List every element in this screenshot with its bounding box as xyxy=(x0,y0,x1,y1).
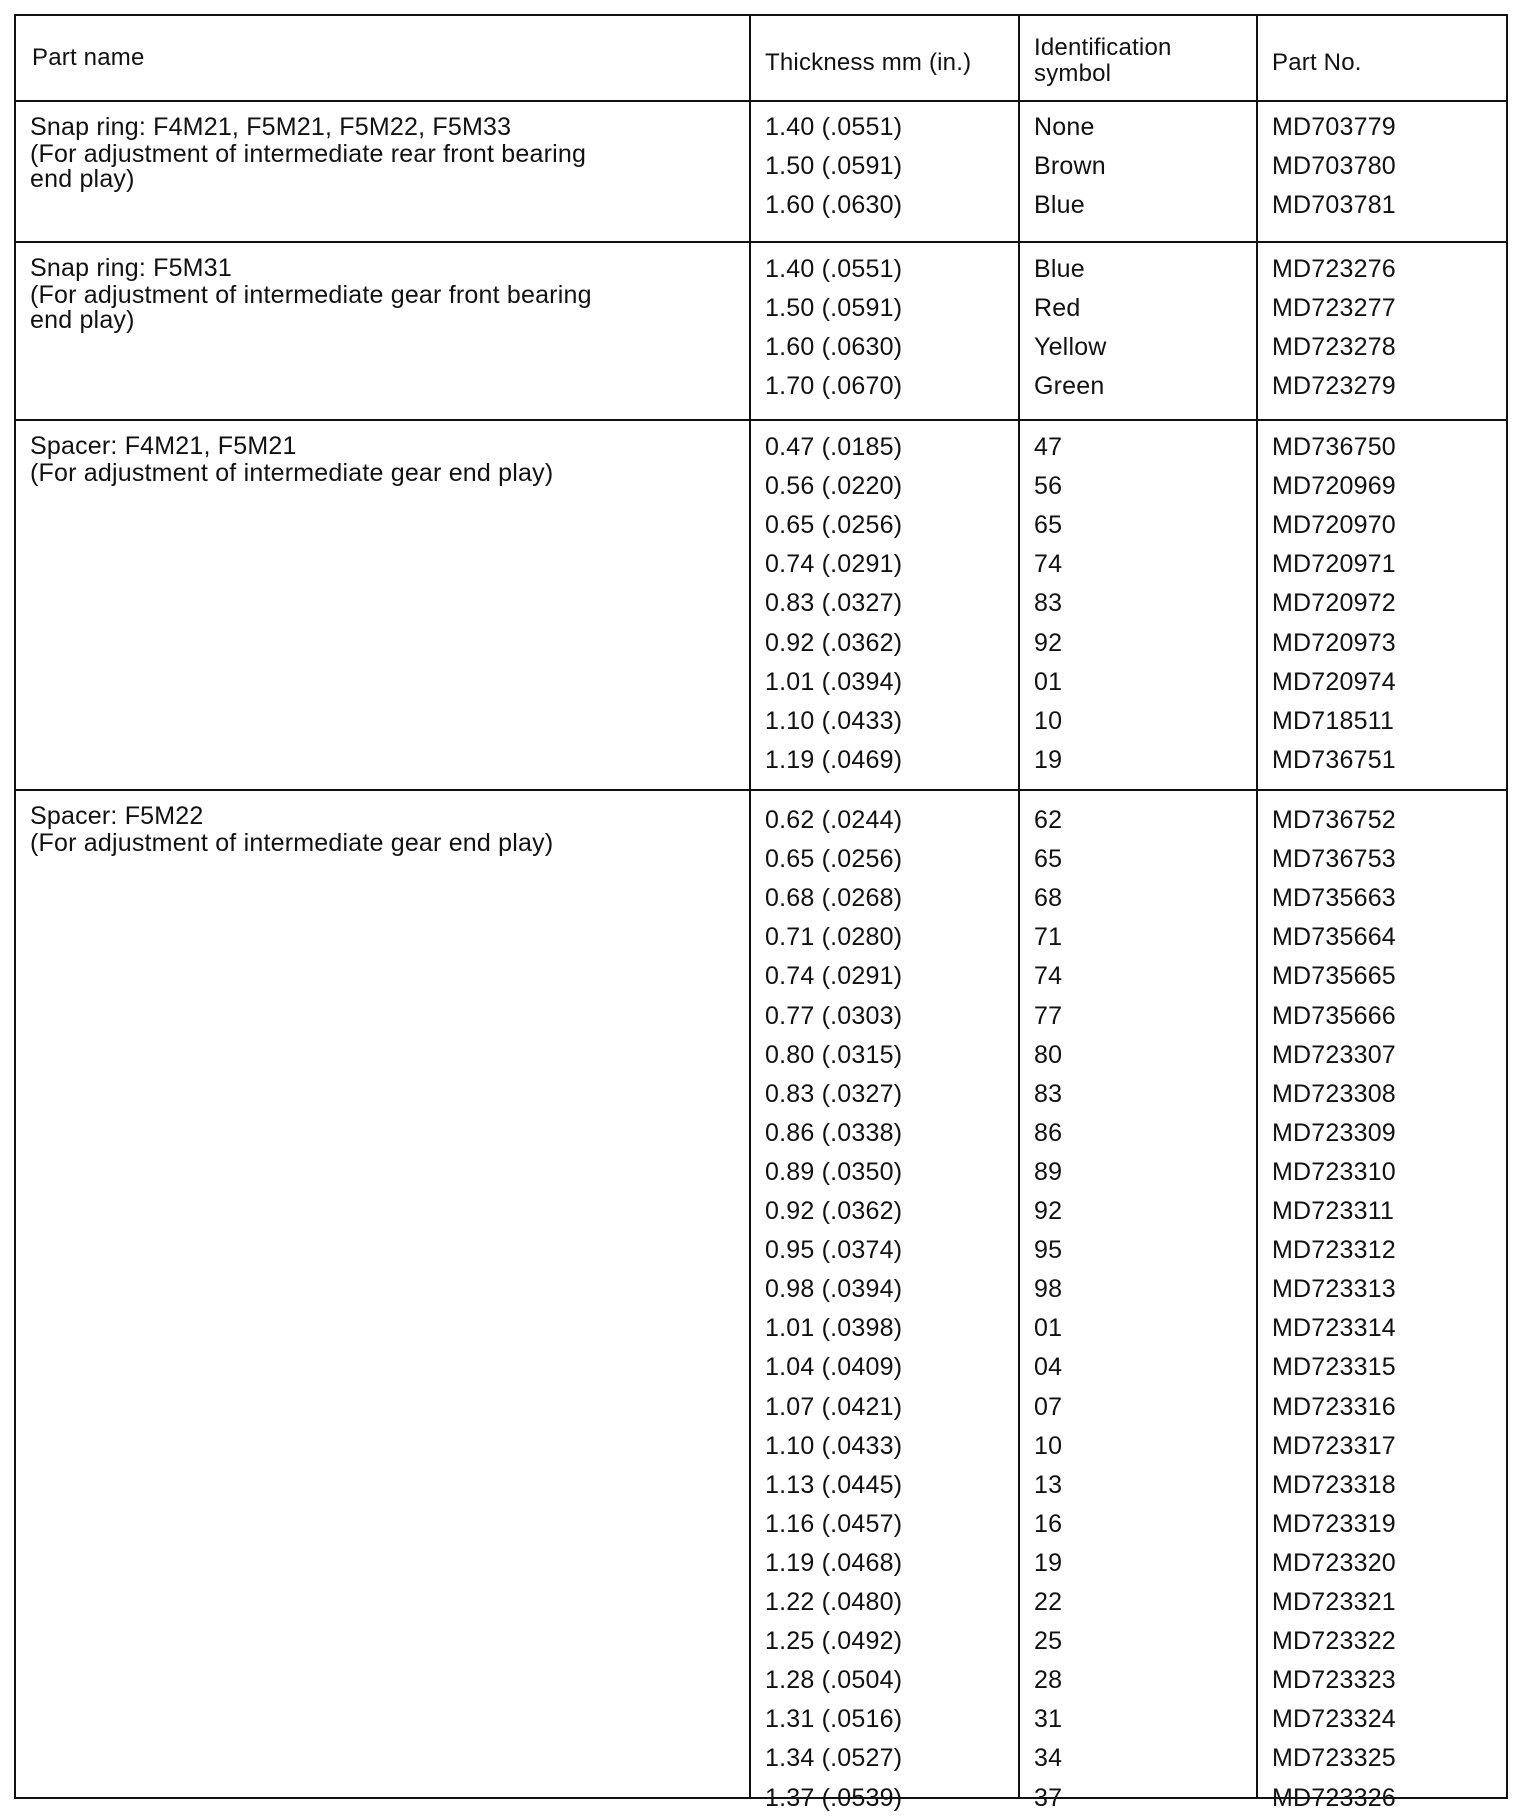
id-symbol-cell: 28 xyxy=(1034,1666,1063,1695)
thickness-cell: 0.62 (.0244) xyxy=(765,806,903,834)
part-no-cell: MD723314 xyxy=(1272,1314,1396,1343)
thickness-cell: 1.31 (.0516) xyxy=(765,1705,903,1734)
part-no-cell: MD736751 xyxy=(1272,745,1396,774)
id-symbol-cell: 74 xyxy=(1034,962,1063,991)
id-symbol-cell: Blue xyxy=(1034,255,1085,283)
id-symbol-cell: 07 xyxy=(1034,1392,1063,1421)
header-part-name: Part name xyxy=(32,44,145,71)
thickness-cell: 0.74 (.0291) xyxy=(765,962,903,991)
header-id-symbol-line-2: symbol xyxy=(1034,60,1112,87)
row-divider xyxy=(16,241,1506,243)
part-no-cell: MD723309 xyxy=(1272,1118,1396,1147)
id-symbol-cell: 77 xyxy=(1034,1001,1063,1030)
id-symbol-cell: 65 xyxy=(1034,511,1063,540)
id-symbol-cell: 86 xyxy=(1034,1118,1063,1147)
thickness-cell: 1.07 (.0421) xyxy=(765,1392,903,1421)
thickness-cell: 1.22 (.0480) xyxy=(765,1588,903,1616)
header-thickness: Thickness mm (in.) xyxy=(765,49,972,76)
part-no-cell: MD723326 xyxy=(1272,1783,1396,1812)
id-symbol-cell: Green xyxy=(1034,372,1105,401)
thickness-cell: 1.19 (.0469) xyxy=(765,745,903,774)
thickness-cell: 0.83 (.0327) xyxy=(765,1079,903,1108)
part-no-cell: MD723313 xyxy=(1272,1275,1396,1304)
id-symbol-cell: 83 xyxy=(1034,1079,1063,1108)
thickness-cell: 1.25 (.0492) xyxy=(765,1627,903,1656)
group-description-line-1: (For adjustment of intermediate gear front bearing xyxy=(30,281,592,309)
part-no-cell: MD720971 xyxy=(1272,550,1396,579)
group-description-line-1: (For adjustment of intermediate rear front bearing xyxy=(30,140,587,168)
id-symbol-cell: 80 xyxy=(1034,1040,1063,1069)
id-symbol-cell: 19 xyxy=(1034,1548,1063,1577)
thickness-cell: 0.77 (.0303) xyxy=(765,1001,903,1030)
thickness-cell: 0.71 (.0280) xyxy=(765,923,903,952)
part-no-cell: MD723322 xyxy=(1272,1627,1396,1656)
part-no-cell: MD720969 xyxy=(1272,472,1396,501)
part-no-cell: MD723310 xyxy=(1272,1157,1396,1186)
parts-table xyxy=(14,14,1508,1812)
thickness-cell: 1.60 (.0630) xyxy=(765,191,903,220)
id-symbol-cell: 16 xyxy=(1034,1509,1063,1538)
id-symbol-cell: 01 xyxy=(1034,1314,1063,1343)
id-symbol-cell: 19 xyxy=(1034,745,1063,774)
thickness-cell: 0.83 (.0327) xyxy=(765,589,903,618)
group-description: (For adjustment of intermediate gear end play) xyxy=(30,829,554,857)
thickness-cell: 0.95 (.0374) xyxy=(765,1236,903,1265)
column-divider xyxy=(1018,16,1020,1797)
row-divider xyxy=(16,789,1506,791)
part-no-cell: MD736752 xyxy=(1272,806,1396,834)
part-no-cell: MD735665 xyxy=(1272,962,1396,991)
thickness-cell: 1.40 (.0551) xyxy=(765,113,903,141)
part-no-cell: MD735664 xyxy=(1272,923,1396,952)
row-divider xyxy=(16,100,1506,102)
id-symbol-cell: 83 xyxy=(1034,589,1063,618)
part-no-cell: MD723324 xyxy=(1272,1705,1396,1734)
id-symbol-cell: 22 xyxy=(1034,1588,1063,1616)
group-description: (For adjustment of intermediate gear end play) xyxy=(30,459,554,487)
part-no-cell: MD723278 xyxy=(1272,333,1396,362)
id-symbol-cell: 74 xyxy=(1034,550,1063,579)
thickness-cell: 1.01 (.0398) xyxy=(765,1314,903,1343)
thickness-cell: 1.19 (.0468) xyxy=(765,1548,903,1577)
part-no-cell: MD723318 xyxy=(1272,1470,1396,1499)
id-symbol-cell: 37 xyxy=(1034,1783,1063,1812)
id-symbol-cell: 10 xyxy=(1034,1431,1063,1460)
id-symbol-cell: 92 xyxy=(1034,1197,1063,1225)
part-no-cell: MD723320 xyxy=(1272,1548,1396,1577)
thickness-cell: 1.34 (.0527) xyxy=(765,1744,903,1773)
part-no-cell: MD720973 xyxy=(1272,628,1396,657)
id-symbol-cell: Yellow xyxy=(1034,333,1107,362)
part-no-cell: MD723316 xyxy=(1272,1392,1396,1421)
part-no-cell: MD718511 xyxy=(1272,706,1395,735)
part-no-cell: MD723276 xyxy=(1272,255,1396,283)
column-divider xyxy=(749,16,751,1797)
part-no-cell: MD735663 xyxy=(1272,884,1396,913)
thickness-cell: 1.40 (.0551) xyxy=(765,255,903,283)
id-symbol-cell: 62 xyxy=(1034,806,1063,834)
thickness-cell: 1.60 (.0630) xyxy=(765,333,903,362)
part-no-cell: MD736753 xyxy=(1272,845,1396,874)
thickness-cell: 1.37 (.0539) xyxy=(765,1783,903,1812)
thickness-cell: 0.86 (.0338) xyxy=(765,1118,903,1147)
id-symbol-cell: 31 xyxy=(1034,1705,1063,1734)
id-symbol-cell: Blue xyxy=(1034,191,1085,220)
group-description-line-2: end play) xyxy=(30,306,135,334)
thickness-cell: 0.92 (.0362) xyxy=(765,1197,903,1225)
part-no-cell: MD723319 xyxy=(1272,1509,1396,1538)
part-no-cell: MD723307 xyxy=(1272,1040,1396,1069)
id-symbol-cell: 89 xyxy=(1034,1157,1063,1186)
thickness-cell: 1.10 (.0433) xyxy=(765,1431,903,1460)
part-no-cell: MD723315 xyxy=(1272,1353,1396,1382)
id-symbol-cell: Red xyxy=(1034,294,1081,323)
id-symbol-cell: 01 xyxy=(1034,667,1063,696)
id-symbol-cell: Brown xyxy=(1034,152,1106,181)
thickness-cell: 0.56 (.0220) xyxy=(765,472,903,501)
part-no-cell: MD723279 xyxy=(1272,372,1396,401)
group-name: Snap ring: F4M21, F5M21, F5M22, F5M33 xyxy=(30,113,512,141)
thickness-cell: 1.13 (.0445) xyxy=(765,1470,903,1499)
thickness-cell: 1.04 (.0409) xyxy=(765,1353,903,1382)
thickness-cell: 0.74 (.0291) xyxy=(765,550,903,579)
thickness-cell: 0.65 (.0256) xyxy=(765,845,903,874)
part-no-cell: MD723277 xyxy=(1272,294,1396,323)
id-symbol-cell: 47 xyxy=(1034,433,1063,461)
part-no-cell: MD720970 xyxy=(1272,511,1396,540)
id-symbol-cell: 95 xyxy=(1034,1236,1063,1265)
thickness-cell: 0.80 (.0315) xyxy=(765,1040,903,1069)
part-no-cell: MD703780 xyxy=(1272,152,1396,181)
thickness-cell: 1.16 (.0457) xyxy=(765,1509,903,1538)
thickness-cell: 0.65 (.0256) xyxy=(765,511,903,540)
part-no-cell: MD723317 xyxy=(1272,1431,1396,1460)
group-name: Spacer: F5M22 xyxy=(30,802,204,830)
part-no-cell: MD720972 xyxy=(1272,589,1396,618)
thickness-cell: 0.92 (.0362) xyxy=(765,628,903,657)
part-no-cell: MD735666 xyxy=(1272,1001,1396,1030)
thickness-cell: 1.70 (.0670) xyxy=(765,372,903,401)
id-symbol-cell: 98 xyxy=(1034,1275,1063,1304)
id-symbol-cell: 71 xyxy=(1034,923,1063,952)
thickness-cell: 1.50 (.0591) xyxy=(765,294,903,323)
thickness-cell: 1.01 (.0394) xyxy=(765,667,903,696)
header-part-no: Part No. xyxy=(1272,49,1362,76)
thickness-cell: 0.47 (.0185) xyxy=(765,433,903,461)
id-symbol-cell: 34 xyxy=(1034,1744,1063,1773)
thickness-cell: 0.89 (.0350) xyxy=(765,1157,903,1186)
thickness-cell: 0.68 (.0268) xyxy=(765,884,903,913)
id-symbol-cell: 92 xyxy=(1034,628,1063,657)
part-no-cell: MD723325 xyxy=(1272,1744,1396,1773)
part-no-cell: MD736750 xyxy=(1272,433,1396,461)
part-no-cell: MD720974 xyxy=(1272,667,1396,696)
header-id-symbol-line-1: Identification xyxy=(1034,34,1172,61)
thickness-cell: 1.50 (.0591) xyxy=(765,152,903,181)
id-symbol-cell: 65 xyxy=(1034,845,1063,874)
part-no-cell: MD723312 xyxy=(1272,1236,1396,1265)
part-no-cell: MD703781 xyxy=(1272,191,1396,220)
id-symbol-cell: 68 xyxy=(1034,884,1063,913)
id-symbol-cell: 04 xyxy=(1034,1353,1063,1382)
column-divider xyxy=(1256,16,1258,1797)
row-divider xyxy=(16,419,1506,421)
group-name: Spacer: F4M21, F5M21 xyxy=(30,432,297,460)
id-symbol-cell: 13 xyxy=(1034,1470,1063,1499)
id-symbol-cell: 56 xyxy=(1034,472,1063,501)
thickness-cell: 1.28 (.0504) xyxy=(765,1666,903,1695)
thickness-cell: 0.98 (.0394) xyxy=(765,1275,903,1304)
part-no-cell: MD723323 xyxy=(1272,1666,1396,1695)
part-no-cell: MD703779 xyxy=(1272,113,1396,141)
part-no-cell: MD723311 xyxy=(1272,1197,1395,1225)
part-no-cell: MD723321 xyxy=(1272,1588,1396,1616)
part-no-cell: MD723308 xyxy=(1272,1079,1396,1108)
group-name: Snap ring: F5M31 xyxy=(30,254,232,282)
id-symbol-cell: None xyxy=(1034,113,1095,141)
group-description-line-2: end play) xyxy=(30,165,135,193)
id-symbol-cell: 25 xyxy=(1034,1627,1063,1656)
thickness-cell: 1.10 (.0433) xyxy=(765,706,903,735)
id-symbol-cell: 10 xyxy=(1034,706,1063,735)
